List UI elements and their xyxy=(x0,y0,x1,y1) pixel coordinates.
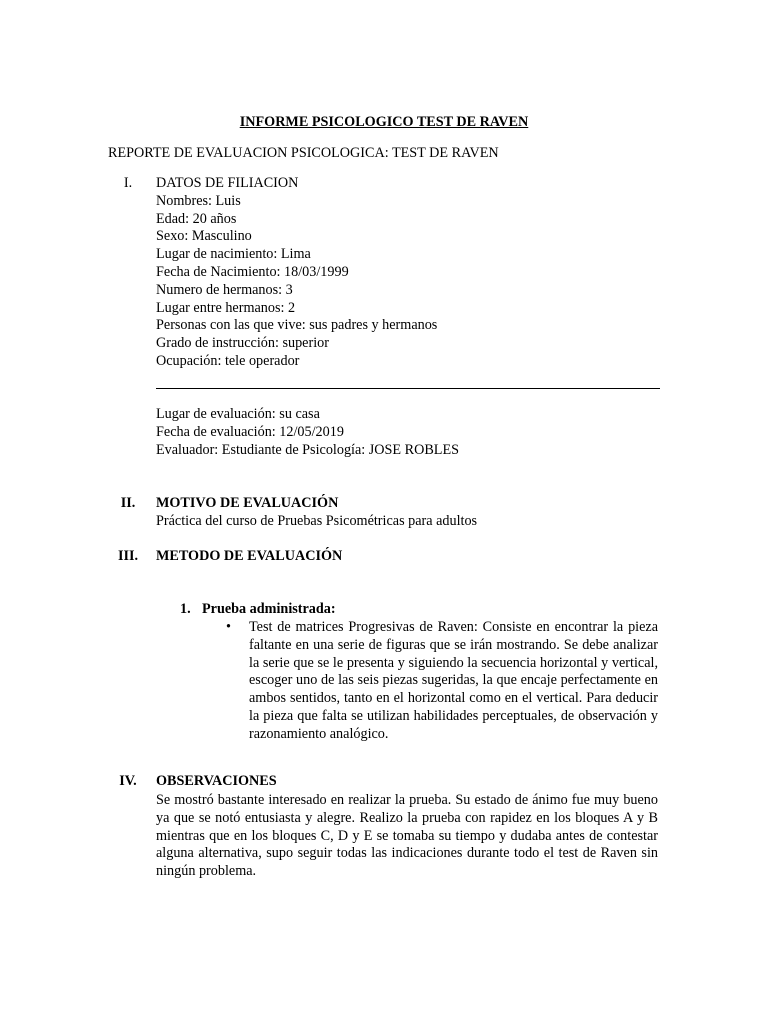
section-1-block xyxy=(156,175,437,371)
bullet-text: Test de matrices Progresivas de Raven: Consiste en encontrar la pieza faltante en una serie de figuras que se irán mostrando. Se debe analizar la serie que se le presenta y siguiendo la secuencia horizontal y vertical, escoger uno de las seis piezas sugeridas, la que encaje perfectamente en ambos sentidos, tanto en el horizontal como en el vertical. Para deducir la pieza que falta se utilizan habilidades perceptuales, de observación y razonamiento analógico. xyxy=(249,619,658,742)
subsection-number: 1. xyxy=(180,601,191,617)
subsection-heading: Prueba administrada: xyxy=(202,601,336,617)
field-edad: Edad: 20 años xyxy=(156,210,237,227)
section-2-heading: MOTIVO DE EVALUACIÓN xyxy=(156,495,339,511)
section-4-text: Se mostró bastante interesado en realizar la prueba. Su estado de ánimo fue muy bueno ya que se notó entusiasta y alegre. Realizo la prueba con rapidez en los bloques A y B mientras que en los bloques C, D y E se tomaba su tiempo y dudaba antes de contestar alguna alternativa, supo seguir todas las indicaciones durante todo el test de Raven sin ningún problema. xyxy=(156,792,658,880)
document-title: INFORME PSICOLOGICO TEST DE RAVEN xyxy=(239,114,529,130)
field-lugar-nacimiento: Lugar de nacimiento: Lima xyxy=(156,246,311,263)
field-sexo: Sexo: Masculino xyxy=(156,228,252,245)
section-3-heading: METODO DE EVALUACIÓN xyxy=(156,548,343,564)
section-1-numeral: I. xyxy=(123,175,133,191)
field-evaluador: Evaluador: Estudiante de Psicología: JOSE ROBLES xyxy=(156,441,460,458)
field-personas-vive: Personas con las que vive: sus padres y hermanos xyxy=(156,317,438,334)
section-2-text: Práctica del curso de Pruebas Psicométricas para adultos xyxy=(156,512,478,529)
evaluation-info-block xyxy=(156,406,459,459)
field-lugar-evaluacion: Lugar de evaluación: su casa xyxy=(156,406,320,422)
field-numero-hermanos: Numero de hermanos: 3 xyxy=(156,281,293,298)
section-2-numeral: II. xyxy=(120,495,136,511)
section-3-numeral: III. xyxy=(117,548,139,564)
field-grado-instruccion: Grado de instrucción: superior xyxy=(156,335,329,352)
field-fecha-nacimiento: Fecha de Nacimiento: 18/03/1999 xyxy=(156,263,349,280)
bullet-icon: • xyxy=(226,619,231,635)
field-lugar-hermanos: Lugar entre hermanos: 2 xyxy=(156,299,296,316)
section-2-block xyxy=(156,495,477,531)
field-ocupacion: Ocupación: tele operador xyxy=(156,352,300,369)
report-subtitle: REPORTE DE EVALUACION PSICOLOGICA: TEST DE RAVEN xyxy=(108,145,499,161)
horizontal-rule xyxy=(156,388,660,389)
section-4-heading: OBSERVACIONES xyxy=(156,773,277,789)
field-nombres: Nombres: Luis xyxy=(156,192,241,209)
section-4-numeral: IV. xyxy=(119,773,137,789)
field-fecha-evaluacion: Fecha de evaluación: 12/05/2019 xyxy=(156,423,344,440)
section-1-heading: DATOS DE FILIACION xyxy=(156,175,299,191)
